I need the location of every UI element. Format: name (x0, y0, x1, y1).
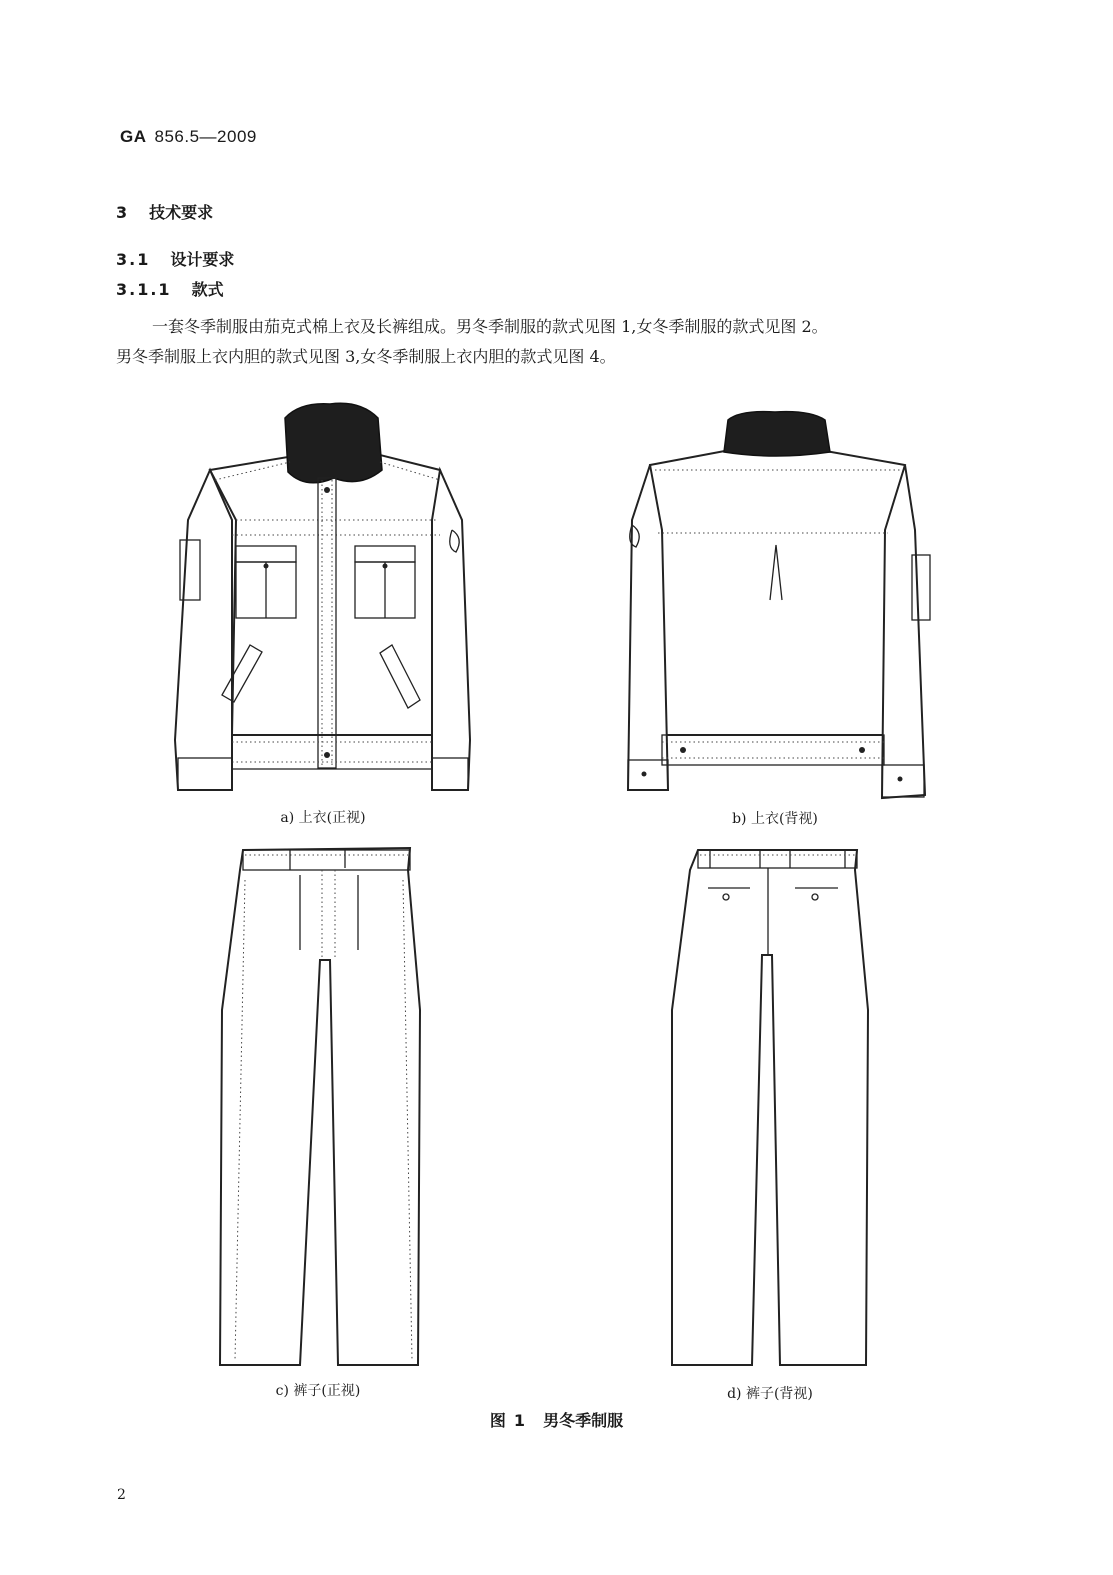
subsubsection-number: 3.1.1 (116, 280, 172, 299)
figure-title-text: 男冬季制服 (543, 1411, 624, 1430)
caption-c: c) 裤子(正视) (275, 1383, 361, 1399)
jacket-back-drawing (628, 412, 930, 798)
subsection-number: 3.1 (116, 250, 151, 269)
trousers-back-drawing (672, 850, 868, 1365)
trousers-front-drawing (220, 848, 420, 1365)
paragraph-line-1: 一套冬季制服由茄克式棉上衣及长裤组成。男冬季制服的款式见图 1,女冬季制服的款式见图 2。 (152, 317, 828, 336)
figure-title-number: 1 (513, 1411, 526, 1430)
section-number: 3 (116, 203, 130, 222)
caption-d: d) 裤子(背视) (727, 1386, 813, 1402)
document-code-prefix: GA (120, 127, 147, 146)
caption-a: a) 上衣(正视) (280, 810, 366, 826)
section-title: 技术要求 (149, 203, 214, 222)
page-number: 2 (117, 1487, 126, 1503)
paragraph-line-2: 男冬季制服上衣内胆的款式见图 3,女冬季制服上衣内胆的款式见图 4。 (116, 347, 616, 366)
caption-b: b) 上衣(背视) (732, 811, 818, 827)
figure-title-prefix: 图 (489, 1411, 506, 1430)
subsubsection-title: 款式 (191, 280, 224, 299)
subsection-title: 设计要求 (170, 250, 235, 269)
document-code-number: 856.5—2009 (154, 127, 257, 146)
jacket-front-drawing (175, 403, 470, 790)
figure-title (0, 1408, 1113, 1431)
